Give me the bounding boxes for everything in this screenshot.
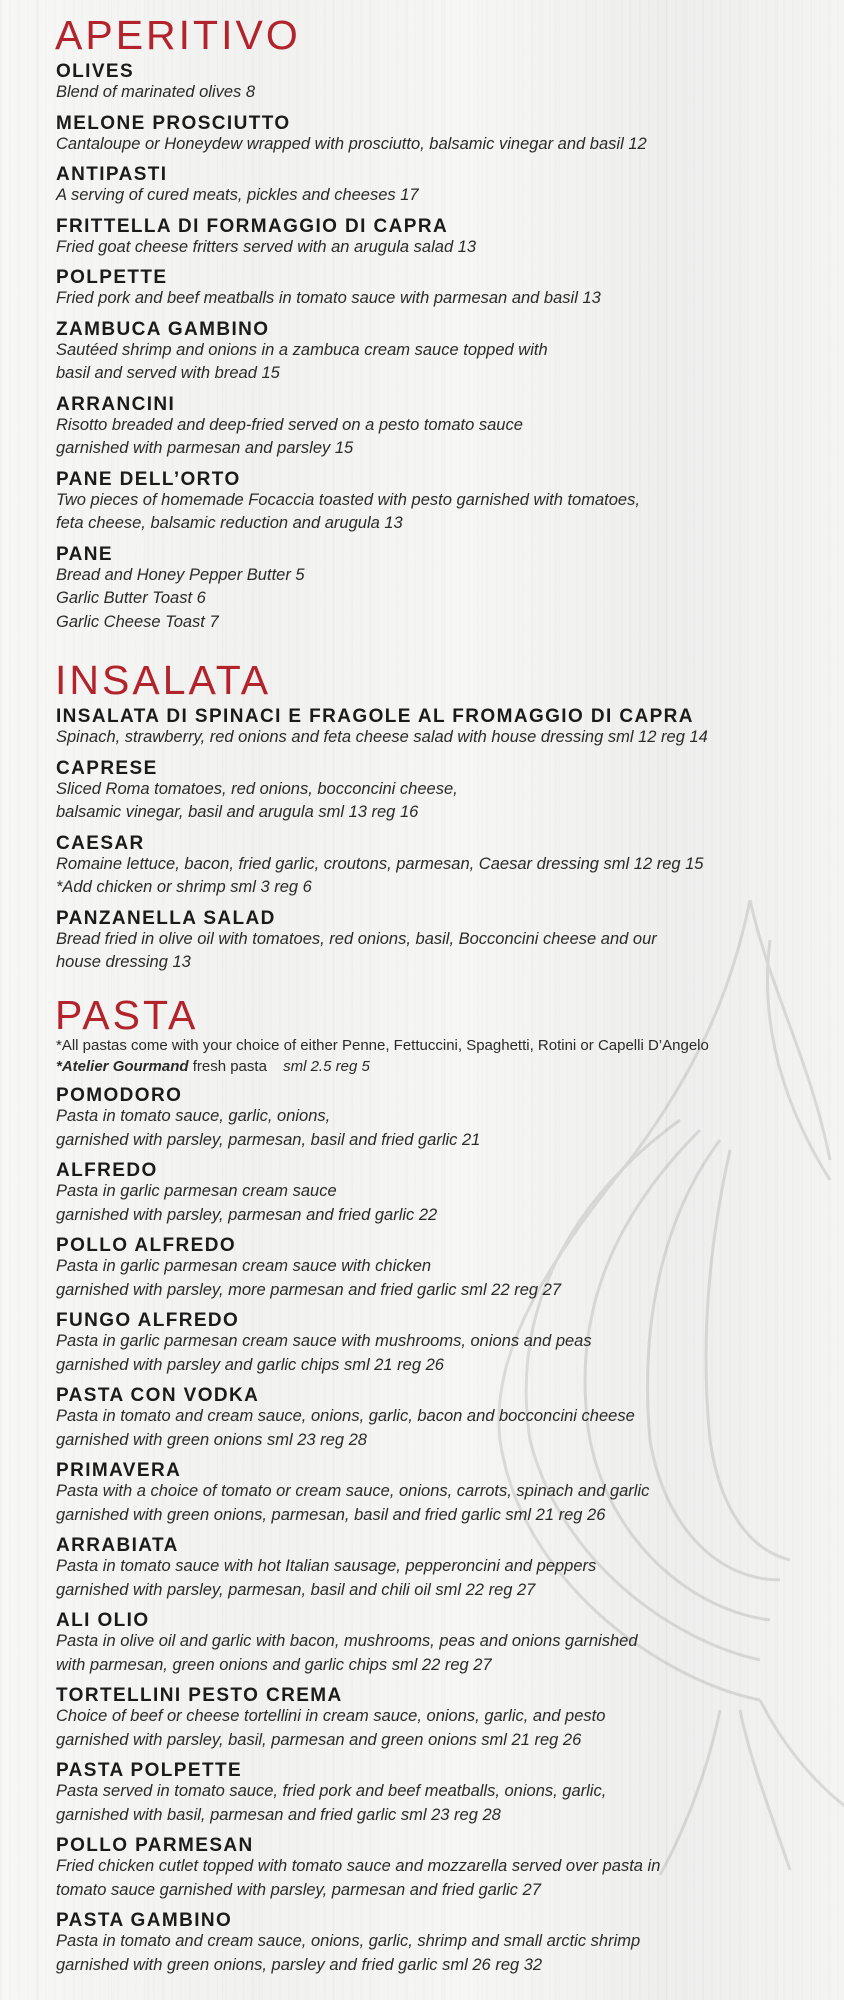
menu-item-name: INSALATA DI SPINACI E FRAGOLE AL FROMAGGIO DI CAPRA	[56, 706, 694, 727]
menu-item-description: Bread and Honey Pepper Butter 5	[56, 565, 305, 584]
menu-item-description: Fried pork and beef meatballs in tomato sauce with parmesan and basil 13	[56, 289, 601, 307]
menu-item-name: ZAMBUCA GAMBINO	[56, 318, 270, 340]
menu-item-description: garnished with parsley, parmesan, basil and chili oil sml 22 reg 27	[56, 1580, 536, 1599]
menu-item-name: PANE	[56, 543, 113, 565]
menu-item-name: ANTIPASTI	[56, 164, 168, 185]
menu-item-name: PRIMAVERA	[56, 1460, 182, 1481]
menu-item-name: ARRABIATA	[56, 1535, 179, 1556]
menu-item-description: Pasta in olive oil and garlic with bacon, mushrooms, peas and onions garnished	[56, 1632, 638, 1650]
menu-item-description: Pasta in garlic parmesan cream sauce	[56, 1182, 337, 1200]
onion-illustration	[430, 880, 844, 1880]
menu-item-description: garnished with green onions, parmesan, basil and fried garlic sml 21 reg 26	[56, 1505, 606, 1524]
menu-item-name: FUNGO ALFREDO	[56, 1310, 240, 1331]
menu-item-description: Cantaloupe or Honeydew wrapped with prosciutto, balsamic vinegar and basil 12	[56, 134, 647, 153]
menu-item-description: Pasta in tomato sauce with hot Italian sausage, pepperoncini and peppers	[56, 1557, 597, 1575]
menu-item-description: Two pieces of homemade Focaccia toasted with pesto garnished with tomatoes,	[56, 490, 640, 509]
menu-item-description: Pasta in tomato and cream sauce, onions, garlic, bacon and bocconcini cheese	[56, 1407, 635, 1425]
menu-item-name: PASTA CON VODKA	[56, 1385, 260, 1406]
menu-item-name: POLPETTE	[56, 267, 168, 288]
menu-item-description: house dressing 13	[56, 953, 191, 971]
menu-item-name: CAPRESE	[56, 757, 158, 779]
menu-item-name: POMODORO	[56, 1085, 183, 1106]
menu-item-description: garnished with basil, parmesan and fried garlic sml 23 reg 28	[56, 1805, 501, 1824]
menu-item-description: Pasta with a choice of tomato or cream sauce, onions, carrots, spinach and garlic	[56, 1482, 650, 1500]
menu-item-description: garnished with parsley, parmesan, basil and fried garlic 21	[56, 1130, 481, 1149]
menu-item-description: Garlic Butter Toast 6	[56, 589, 206, 607]
menu-item-name: PASTA POLPETTE	[56, 1760, 243, 1781]
menu-item-description: garnished with parsley, parmesan and fried garlic 22	[56, 1205, 438, 1224]
menu-item-description: feta cheese, balsamic reduction and arugula 13	[56, 514, 403, 532]
menu-item-description: Blend of marinated olives 8	[56, 83, 256, 101]
menu-item-description: A serving of cured meats, pickles and cheeses 17	[56, 186, 419, 204]
menu-item-name: CAESAR	[56, 832, 145, 854]
section-title-aperitivo: APERITIVO	[55, 12, 301, 58]
menu-item-description: *Add chicken or shrimp sml 3 reg 6	[56, 878, 312, 896]
menu-item-name: PASTA GAMBINO	[56, 1910, 233, 1931]
menu-item-description: Risotto breaded and deep-fried served on a pesto tomato sauce	[56, 415, 523, 434]
brand-name: *Atelier Gourmand	[56, 1058, 189, 1075]
fresh-pasta-note	[56, 1059, 370, 1074]
menu-item-description: Choice of beef or cheese tortellini in cream sauce, onions, garlic, and pesto	[56, 1707, 606, 1725]
menu-item-description: Pasta in tomato sauce, garlic, onions,	[56, 1107, 331, 1125]
menu-item-description: garnished with green onions sml 23 reg 28	[56, 1430, 367, 1449]
menu-item-name: ALFREDO	[56, 1160, 158, 1181]
menu-item-description: tomato sauce garnished with parsley, parmesan and fried garlic 27	[56, 1880, 541, 1899]
menu-item-name: PANZANELLA SALAD	[56, 907, 276, 929]
menu-item-description: balsamic vinegar, basil and arugula sml 13 reg 16	[56, 803, 419, 821]
menu-item-description: Sliced Roma tomatoes, red onions, bocconcini cheese,	[56, 779, 458, 798]
menu-item-description: Fried chicken cutlet topped with tomato sauce and mozzarella served over pasta in	[56, 1857, 661, 1875]
menu-item-description: Romaine lettuce, bacon, fried garlic, croutons, parmesan, Caesar dressing sml 12 reg 15	[56, 854, 704, 873]
menu-item-name: ARRANCINI	[56, 393, 176, 415]
menu-item-description: basil and served with bread 15	[56, 364, 280, 382]
menu-item-description: Bread fried in olive oil with tomatoes, red onions, basil, Bocconcini cheese and our	[56, 929, 657, 948]
menu-item-name: POLLO PARMESAN	[56, 1835, 254, 1856]
section-title-pasta: PASTA	[55, 992, 199, 1038]
menu-item-name: ALI OLIO	[56, 1610, 150, 1631]
pasta-choice-note: *All pastas come with your choice of either Penne, Fettuccini, Spaghetti, Rotini or Capelli D’Angelo	[56, 1037, 709, 1054]
menu-item-description: with parmesan, green onions and garlic chips sml 22 reg 27	[56, 1655, 492, 1674]
menu-item-name: MELONE PROSCIUTTO	[56, 112, 291, 134]
section-title-insalata: INSALATA	[55, 657, 272, 703]
menu-item-name: OLIVES	[56, 61, 135, 82]
menu-item-name: TORTELLINI PESTO CREMA	[56, 1685, 343, 1706]
menu-item-description: Pasta in tomato and cream sauce, onions, garlic, shrimp and small arctic shrimp	[56, 1932, 641, 1950]
menu-item-description: garnished with parsley and garlic chips sml 21 reg 26	[56, 1355, 444, 1374]
menu-item-description: Sautéed shrimp and onions in a zambuca cream sauce topped with	[56, 340, 548, 359]
menu-item-name: FRITTELLA DI FORMAGGIO DI CAPRA	[56, 215, 449, 237]
menu-item-description: garnished with parmesan and parsley 15	[56, 439, 354, 457]
menu-item-description: garnished with parsley, more parmesan and fried garlic sml 22 reg 27	[56, 1280, 562, 1299]
menu-item-description: Pasta in garlic parmesan cream sauce with chicken	[56, 1257, 432, 1275]
menu-item-description: Pasta served in tomato sauce, fried pork and beef meatballs, onions, garlic,	[56, 1782, 607, 1800]
menu-item-description: Fried goat cheese fritters served with an arugula salad 13	[56, 237, 477, 256]
menu-item-name: POLLO ALFREDO	[56, 1235, 237, 1256]
menu-item-name: PANE DELL’ORTO	[56, 468, 241, 490]
fresh-pasta-price: sml 2.5 reg 5	[278, 1058, 370, 1075]
menu-item-description: Garlic Cheese Toast 7	[56, 612, 219, 631]
menu-item-description: garnished with parsley, basil, parmesan and green onions sml 21 reg 26	[56, 1730, 582, 1749]
menu-item-description: Pasta in garlic parmesan cream sauce with mushrooms, onions and peas	[56, 1332, 592, 1350]
fresh-pasta-text: fresh pasta	[188, 1058, 267, 1075]
menu-item-description: garnished with green onions, parsley and fried garlic sml 26 reg 32	[56, 1955, 543, 1974]
menu-item-description: Spinach, strawberry, red onions and feta cheese salad with house dressing sml 12 reg 14	[56, 728, 708, 746]
